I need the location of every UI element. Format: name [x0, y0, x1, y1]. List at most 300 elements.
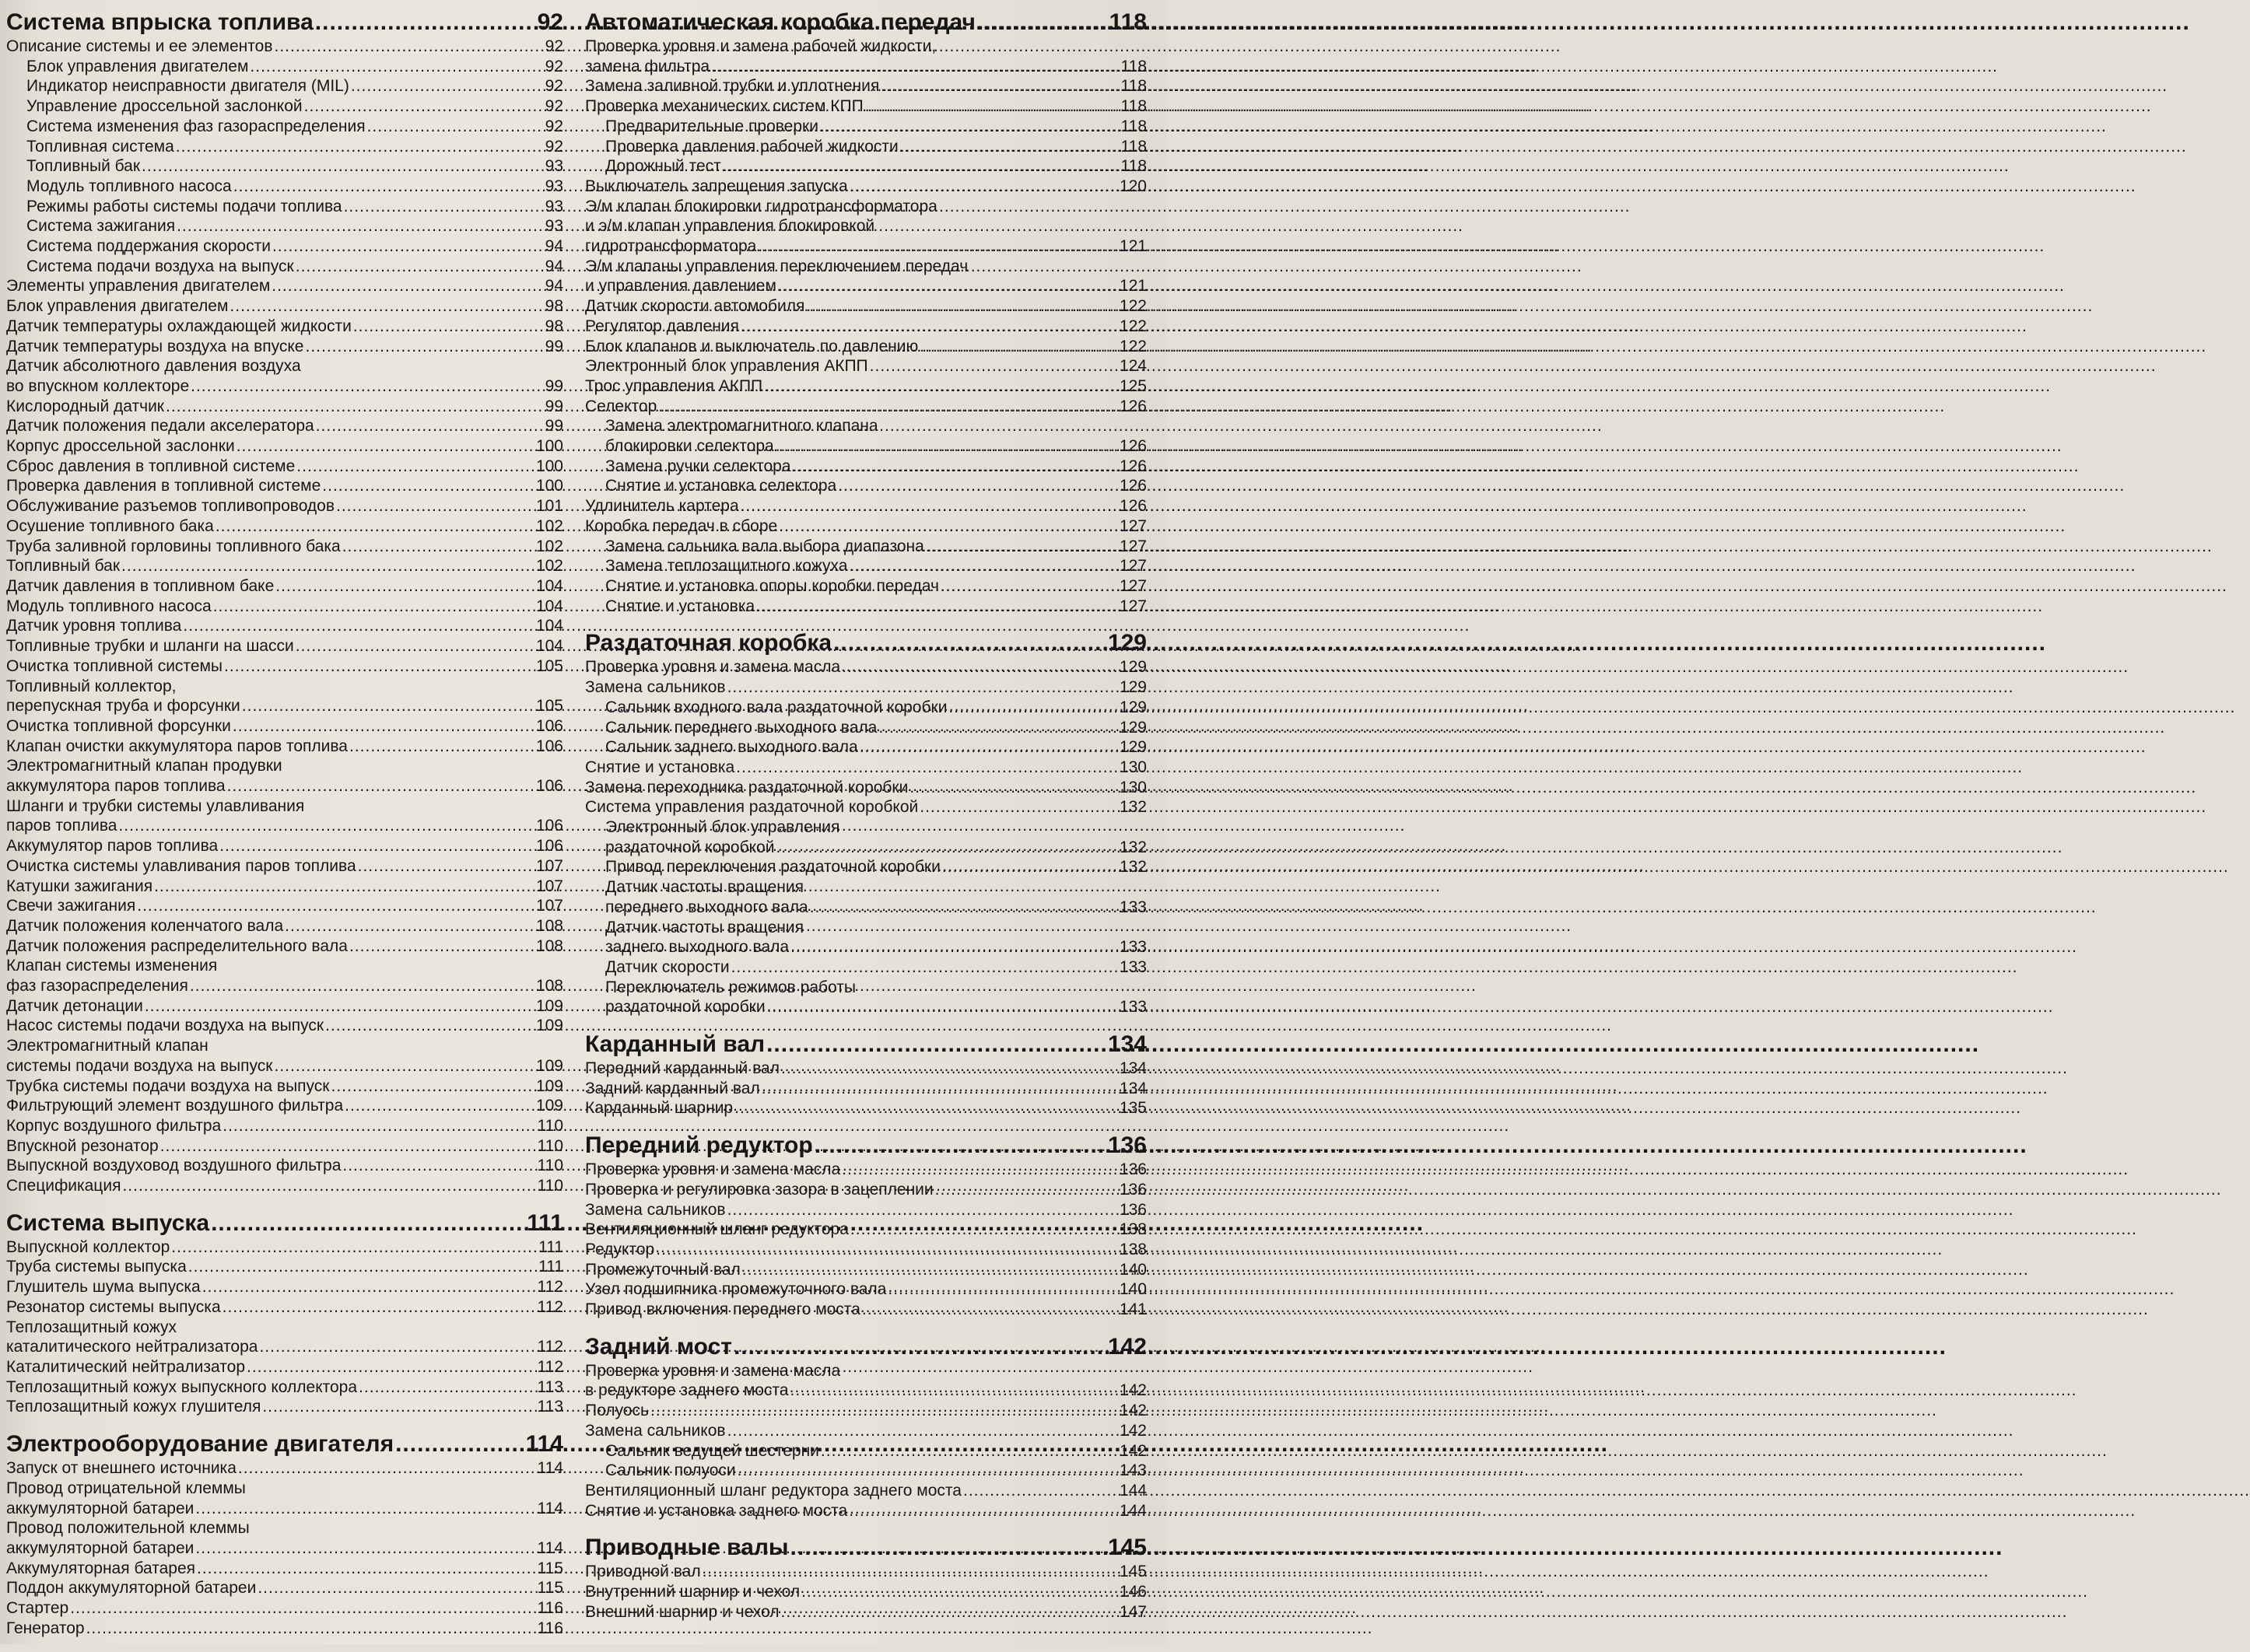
toc-entry[interactable]	[6, 1016, 563, 1036]
toc-right-column	[585, 6, 1147, 1636]
toc-entry[interactable]	[585, 1461, 1147, 1481]
toc-entry[interactable]	[585, 117, 1147, 137]
toc-entry[interactable]	[6, 956, 563, 976]
toc-entry[interactable]	[6, 436, 563, 457]
toc-entry[interactable]	[585, 1279, 1147, 1300]
toc-entry[interactable]	[585, 737, 1147, 758]
toc-entry[interactable]	[6, 537, 563, 557]
toc-section	[6, 1210, 563, 1417]
dot-leader	[166, 397, 544, 417]
toc-entry[interactable]	[585, 1401, 1147, 1421]
entry-title: Трос управления АКПП	[585, 376, 763, 395]
entry-page-number: 92	[545, 137, 563, 156]
toc-entry[interactable]	[6, 1518, 563, 1538]
dot-leader	[727, 677, 1118, 698]
toc-entry[interactable]	[6, 317, 563, 337]
toc-entry[interactable]	[6, 1096, 563, 1116]
entry-page-number: 107	[535, 897, 563, 915]
toc-entry[interactable]	[6, 1538, 563, 1559]
toc-entry[interactable]	[6, 37, 563, 57]
toc-entry[interactable]	[6, 76, 563, 96]
dot-leader	[197, 1559, 536, 1579]
dot-leader	[202, 1277, 536, 1297]
toc-entry[interactable]	[585, 657, 1147, 677]
section-heading[interactable]	[585, 9, 1147, 36]
toc-entry[interactable]	[6, 516, 563, 537]
entry-page-number: 134	[1119, 1079, 1147, 1097]
toc-entry[interactable]	[6, 696, 563, 716]
toc-entry[interactable]	[6, 356, 563, 376]
toc-entry[interactable]	[6, 1237, 563, 1258]
entry-page-number: 133	[1119, 898, 1147, 916]
toc-entry[interactable]	[585, 257, 1147, 277]
entry-page-number: 126	[1119, 477, 1147, 495]
toc-entry[interactable]	[585, 898, 1147, 918]
toc-entry[interactable]	[585, 76, 1147, 96]
entry-title: Проверка уровня и замена масла	[585, 658, 841, 677]
dot-leader	[764, 376, 1118, 397]
entry-title: Замена сальников	[585, 1421, 726, 1440]
dot-leader	[349, 737, 534, 757]
entry-title: Приводной вал	[585, 1563, 701, 1581]
dot-leader	[781, 1059, 1118, 1079]
dot-leader	[258, 1578, 535, 1598]
dot-leader	[296, 457, 534, 477]
toc-entry[interactable]	[585, 838, 1147, 858]
toc-entry[interactable]	[6, 556, 563, 576]
toc-entry[interactable]	[6, 656, 563, 677]
toc-entry[interactable]	[6, 1318, 563, 1338]
toc-entry[interactable]	[6, 397, 563, 417]
entry-page-number: 120	[1119, 177, 1147, 195]
toc-entry[interactable]	[6, 1337, 563, 1357]
toc-entry[interactable]	[6, 236, 563, 257]
dot-leader	[322, 476, 534, 496]
entry-title: аккумуляторной батареи	[6, 1538, 195, 1557]
section-page-number: 92	[537, 9, 563, 35]
entry-title: Сальник ведущей шестерни	[605, 1441, 819, 1460]
entry-page-number: 109	[535, 996, 563, 1015]
entry-title: Датчик температуры охлаждающей жидкости	[6, 317, 352, 335]
toc-entry[interactable]	[6, 836, 563, 856]
toc-entry[interactable]	[585, 1059, 1147, 1079]
dot-leader	[926, 537, 1118, 557]
toc-entry[interactable]	[585, 317, 1147, 337]
toc-entry[interactable]	[585, 457, 1147, 477]
entry-title: Снятие и установка селектора	[605, 477, 837, 495]
dot-leader	[230, 296, 543, 317]
dot-leader	[247, 1357, 536, 1377]
section-heading[interactable]	[6, 1210, 563, 1237]
entry-title: Теплозащитный кожух	[6, 1318, 177, 1336]
toc-entry[interactable]	[585, 797, 1147, 817]
entry-page-number: 132	[1119, 838, 1147, 856]
toc-entry[interactable]	[6, 1598, 563, 1619]
dot-leader	[948, 698, 1118, 718]
entry-title: раздаточной коробки	[605, 998, 766, 1017]
section-title: Передний редуктор	[585, 1132, 813, 1159]
toc-entry[interactable]	[585, 576, 1147, 597]
toc-entry[interactable]	[585, 978, 1147, 998]
dot-leader	[801, 1582, 1118, 1602]
dot-leader	[171, 1237, 537, 1258]
toc-entry[interactable]	[585, 918, 1147, 938]
toc-entry[interactable]	[6, 1297, 563, 1318]
toc-entry[interactable]	[585, 37, 1147, 57]
entry-title: Теплозащитный кожух выпускного коллектора	[6, 1377, 358, 1396]
entry-title: Дорожный тест	[605, 157, 721, 176]
toc-entry[interactable]	[6, 1277, 563, 1297]
entry-title: Каталитический нейтрализатор	[6, 1358, 246, 1376]
toc-entry[interactable]	[6, 616, 563, 636]
entry-title: во впускном коллекторе	[6, 376, 190, 395]
toc-entry[interactable]	[585, 1582, 1147, 1602]
entry-page-number: 129	[1119, 718, 1147, 737]
toc-entry[interactable]	[6, 1357, 563, 1377]
toc-entry[interactable]	[585, 96, 1147, 117]
toc-entry[interactable]	[6, 337, 563, 357]
toc-entry[interactable]	[6, 1036, 563, 1056]
toc-entry[interactable]	[6, 936, 563, 957]
toc-entry[interactable]	[585, 57, 1147, 77]
section-heading[interactable]	[6, 1431, 563, 1458]
dot-leader	[137, 896, 534, 916]
section-heading[interactable]	[585, 1132, 1147, 1159]
toc-entry[interactable]	[6, 1056, 563, 1076]
toc-entry[interactable]	[6, 716, 563, 737]
toc-entry[interactable]	[6, 476, 563, 496]
toc-entry[interactable]	[585, 1481, 1147, 1501]
toc-entry[interactable]	[585, 1441, 1147, 1461]
toc-entry[interactable]	[585, 1381, 1147, 1401]
dot-leader	[188, 1257, 537, 1277]
dot-leader	[190, 976, 534, 996]
toc-entry[interactable]	[6, 416, 563, 436]
toc-entry[interactable]	[585, 436, 1147, 457]
entry-title: Замена ручки селектора	[605, 457, 791, 475]
dot-leader	[395, 1431, 524, 1458]
toc-entry[interactable]	[585, 1501, 1147, 1521]
toc-entry[interactable]	[6, 117, 563, 137]
toc-entry[interactable]	[6, 96, 563, 117]
entry-title: Привод включения переднего моста	[585, 1300, 860, 1319]
entry-title: Электронный блок управления	[605, 818, 840, 837]
toc-entry[interactable]	[6, 1619, 563, 1639]
entry-title: Обслуживание разъемов топливопроводов	[6, 497, 335, 516]
dot-leader	[275, 37, 544, 57]
dot-leader	[977, 9, 1108, 36]
toc-entry[interactable]	[585, 276, 1147, 296]
toc-entry[interactable]	[6, 877, 563, 897]
entry-title: Модуль топливного насоса	[26, 177, 232, 195]
entry-title: Электромагнитный клапан продувки	[6, 757, 282, 775]
entry-page-number: 99	[545, 376, 563, 395]
dot-leader	[734, 1334, 1106, 1360]
section-heading[interactable]	[585, 1334, 1147, 1360]
entry-title: Внутренний шарнир и чехол	[585, 1583, 801, 1601]
dot-leader	[219, 836, 534, 856]
toc-section	[585, 1535, 1147, 1622]
entry-title: Замена сальников	[585, 678, 726, 697]
entry-page-number: 127	[1119, 557, 1147, 576]
entry-title: Запуск от внешнего источника	[6, 1459, 237, 1478]
toc-section	[6, 1431, 563, 1638]
toc-entry[interactable]	[585, 758, 1147, 778]
entry-title: Проверка и регулировка зазора в зацеплении	[585, 1180, 934, 1199]
toc-entry[interactable]	[585, 1180, 1147, 1200]
entry-page-number: 118	[1120, 97, 1147, 116]
entry-page-number: 111	[538, 1258, 563, 1276]
entry-title: Шланги и трубки системы улавливания	[6, 796, 305, 815]
toc-entry[interactable]	[6, 976, 563, 996]
toc-entry[interactable]	[585, 997, 1147, 1017]
dot-leader	[920, 797, 1118, 817]
entry-title: Топливный коллектор,	[6, 677, 177, 695]
entry-title: Сальник заднего выходного вала	[605, 738, 858, 757]
toc-entry[interactable]	[585, 597, 1147, 617]
toc-entry[interactable]	[6, 776, 563, 796]
section-heading[interactable]	[585, 1535, 1147, 1561]
toc-entry[interactable]	[585, 416, 1147, 436]
toc-entry[interactable]	[6, 816, 563, 836]
toc-entry[interactable]	[6, 376, 563, 397]
dot-leader	[850, 1220, 1118, 1240]
entry-title: Насос системы подачи воздуха на выпуск	[6, 1017, 324, 1035]
entry-title: Внешний шарнир и чехол	[585, 1602, 780, 1621]
section-heading[interactable]	[585, 630, 1147, 656]
dot-leader	[741, 317, 1118, 337]
entry-page-number: 129	[1119, 678, 1147, 697]
section-heading[interactable]	[6, 9, 563, 36]
entry-page-number: 114	[537, 1499, 563, 1517]
toc-entry[interactable]	[585, 1079, 1147, 1099]
toc-entry[interactable]	[585, 516, 1147, 537]
toc-entry[interactable]	[585, 877, 1147, 898]
toc-entry[interactable]	[6, 737, 563, 757]
dot-leader	[122, 1176, 535, 1196]
toc-entry[interactable]	[6, 636, 563, 656]
toc-entry[interactable]	[6, 1458, 563, 1479]
toc-entry[interactable]	[6, 276, 563, 296]
dot-leader	[821, 1441, 1118, 1461]
entry-title: Катушки зажигания	[6, 877, 153, 895]
toc-entry[interactable]	[6, 1479, 563, 1499]
dot-leader	[833, 630, 1106, 656]
entry-page-number: 99	[545, 337, 563, 355]
entry-page-number: 118	[1120, 77, 1147, 96]
toc-entry[interactable]	[585, 296, 1147, 317]
toc-entry[interactable]	[6, 1156, 563, 1176]
entry-page-number: 102	[535, 557, 563, 576]
toc-entry[interactable]	[585, 337, 1147, 357]
entry-page-number: 93	[545, 177, 563, 195]
toc-entry[interactable]	[585, 698, 1147, 718]
dot-leader	[304, 96, 544, 117]
toc-entry[interactable]	[585, 857, 1147, 877]
toc-entry[interactable]	[6, 296, 563, 317]
toc-entry[interactable]	[585, 356, 1147, 376]
toc-entry[interactable]	[585, 1200, 1147, 1220]
entry-page-number: 130	[1119, 778, 1147, 796]
entry-title: Снятие и установка заднего моста	[585, 1501, 848, 1520]
toc-entry[interactable]	[6, 216, 563, 236]
toc-entry[interactable]	[585, 376, 1147, 397]
entry-page-number: 146	[1119, 1583, 1147, 1601]
entry-page-number: 122	[1119, 297, 1147, 316]
entry-title: Датчик скорости	[605, 957, 730, 976]
dot-leader	[262, 1397, 535, 1417]
entry-title: Генератор	[6, 1619, 85, 1637]
toc-entry[interactable]	[6, 916, 563, 936]
dot-leader	[86, 1619, 536, 1639]
entry-title: Элементы управления двигателем	[6, 277, 271, 296]
entry-page-number: 133	[1119, 938, 1147, 957]
dot-leader	[233, 716, 534, 737]
dot-leader	[736, 758, 1118, 778]
toc-entry[interactable]	[6, 756, 563, 776]
toc-entry[interactable]	[585, 1098, 1147, 1118]
dot-leader	[779, 516, 1118, 537]
toc-entry[interactable]	[585, 937, 1147, 957]
entry-title: Датчик скорости автомобиля	[585, 297, 805, 316]
entry-page-number: 92	[545, 37, 563, 55]
toc-entry[interactable]	[585, 1421, 1147, 1441]
entry-title: замена фильтра	[585, 57, 710, 75]
entry-page-number: 104	[535, 576, 563, 595]
toc-entry[interactable]	[585, 1562, 1147, 1582]
entry-page-number: 122	[1119, 317, 1147, 335]
toc-entry[interactable]	[585, 537, 1147, 557]
toc-entry[interactable]	[6, 156, 563, 177]
toc-entry[interactable]	[6, 137, 563, 157]
entry-title: Передний карданный вал	[585, 1059, 780, 1078]
toc-entry[interactable]	[6, 1499, 563, 1519]
entry-page-number: 142	[1119, 1402, 1147, 1420]
toc-entry[interactable]	[585, 397, 1147, 417]
entry-page-number: 115	[537, 1579, 563, 1598]
toc-entry[interactable]	[6, 197, 563, 217]
toc-entry[interactable]	[585, 1300, 1147, 1320]
toc-entry[interactable]	[6, 856, 563, 877]
entry-title: Очистка топливной системы	[6, 656, 223, 675]
section-heading[interactable]	[585, 1031, 1147, 1058]
entry-title: Датчик частоты вращения	[605, 918, 804, 936]
entry-page-number: 94	[545, 257, 563, 275]
toc-entry[interactable]	[585, 177, 1147, 197]
dot-leader	[121, 556, 534, 576]
toc-entry[interactable]	[6, 57, 563, 77]
dot-leader	[711, 57, 1119, 77]
entry-title: Удлинитель картера	[585, 497, 739, 516]
toc-section	[585, 1031, 1147, 1118]
toc-entry[interactable]	[6, 796, 563, 817]
toc-entry[interactable]	[585, 216, 1147, 236]
entry-title: Описание системы и ее элементов	[6, 37, 273, 55]
dot-leader	[778, 276, 1118, 296]
entry-title: Редуктор	[585, 1240, 655, 1258]
section-title: Электрооборудование двигателя	[6, 1431, 394, 1458]
entry-page-number: 127	[1119, 597, 1147, 615]
toc-entry[interactable]	[585, 817, 1147, 838]
dot-leader	[920, 337, 1118, 357]
toc-entry[interactable]	[585, 778, 1147, 798]
entry-title: Впускной резонатор	[6, 1136, 159, 1155]
entry-title: Система поддержания скорости	[26, 237, 271, 256]
toc-entry[interactable]	[6, 1257, 563, 1277]
toc-entry[interactable]	[6, 1578, 563, 1598]
entry-title: Клапан очистки аккумулятора паров топлива	[6, 737, 348, 755]
toc-entry[interactable]	[585, 1220, 1147, 1240]
entry-page-number: 126	[1119, 437, 1147, 456]
dot-leader	[344, 197, 544, 217]
entry-page-number: 121	[1119, 237, 1147, 256]
toc-entry[interactable]	[6, 896, 563, 916]
toc-entry[interactable]	[585, 1260, 1147, 1280]
toc-entry[interactable]	[585, 156, 1147, 177]
entry-title: заднего выходного вала	[605, 938, 790, 957]
toc-entry[interactable]	[585, 236, 1147, 257]
toc-entry[interactable]	[6, 1377, 563, 1398]
toc-entry[interactable]	[6, 1076, 563, 1097]
entry-page-number: 129	[1119, 738, 1147, 757]
entry-page-number: 143	[1119, 1461, 1147, 1480]
toc-entry[interactable]	[585, 476, 1147, 496]
toc-entry[interactable]	[6, 177, 563, 197]
toc-entry[interactable]	[6, 996, 563, 1017]
toc-entry[interactable]	[585, 496, 1147, 516]
toc-entry[interactable]	[585, 1602, 1147, 1622]
dot-leader	[650, 1401, 1118, 1421]
entry-page-number: 141	[1119, 1300, 1147, 1319]
toc-entry[interactable]	[585, 1160, 1147, 1180]
entry-page-number: 116	[537, 1619, 563, 1637]
entry-title: Блок управления двигателем	[6, 297, 229, 316]
toc-entry[interactable]	[585, 677, 1147, 698]
toc-entry[interactable]	[6, 1176, 563, 1196]
toc-entry[interactable]	[6, 576, 563, 597]
toc-entry[interactable]	[6, 597, 563, 617]
dot-leader	[790, 937, 1118, 957]
toc-entry[interactable]	[585, 137, 1147, 157]
toc-entry[interactable]	[585, 957, 1147, 978]
toc-entry[interactable]	[585, 1361, 1147, 1381]
entry-title: Корпус воздушного фильтра	[6, 1116, 222, 1135]
toc-entry[interactable]	[6, 677, 563, 697]
section-page-number: 118	[1109, 9, 1147, 35]
entry-page-number: 142	[1119, 1441, 1147, 1460]
dot-leader	[865, 96, 1120, 117]
toc-entry[interactable]	[585, 197, 1147, 217]
entry-title: аккумулятора паров топлива	[6, 777, 226, 796]
toc-entry[interactable]	[6, 1136, 563, 1157]
entry-page-number: 93	[545, 217, 563, 236]
entry-page-number: 127	[1119, 516, 1147, 535]
toc-entry[interactable]	[585, 718, 1147, 738]
entry-title: Датчик абсолютного давления воздуха	[6, 357, 301, 376]
entry-title: Блок управления двигателем	[26, 57, 249, 75]
toc-entry[interactable]	[6, 1116, 563, 1136]
section-page-number: 136	[1107, 1132, 1147, 1159]
entry-page-number: 106	[535, 716, 563, 735]
toc-entry[interactable]	[6, 496, 563, 516]
toc-entry[interactable]	[6, 1559, 563, 1579]
entry-title: Провод отрицательной клеммы	[6, 1479, 246, 1497]
toc-entry[interactable]	[585, 1240, 1147, 1260]
toc-entry[interactable]	[6, 457, 563, 477]
toc-entry[interactable]	[6, 257, 563, 277]
toc-entry[interactable]	[585, 556, 1147, 576]
toc-entry[interactable]	[6, 1397, 563, 1417]
